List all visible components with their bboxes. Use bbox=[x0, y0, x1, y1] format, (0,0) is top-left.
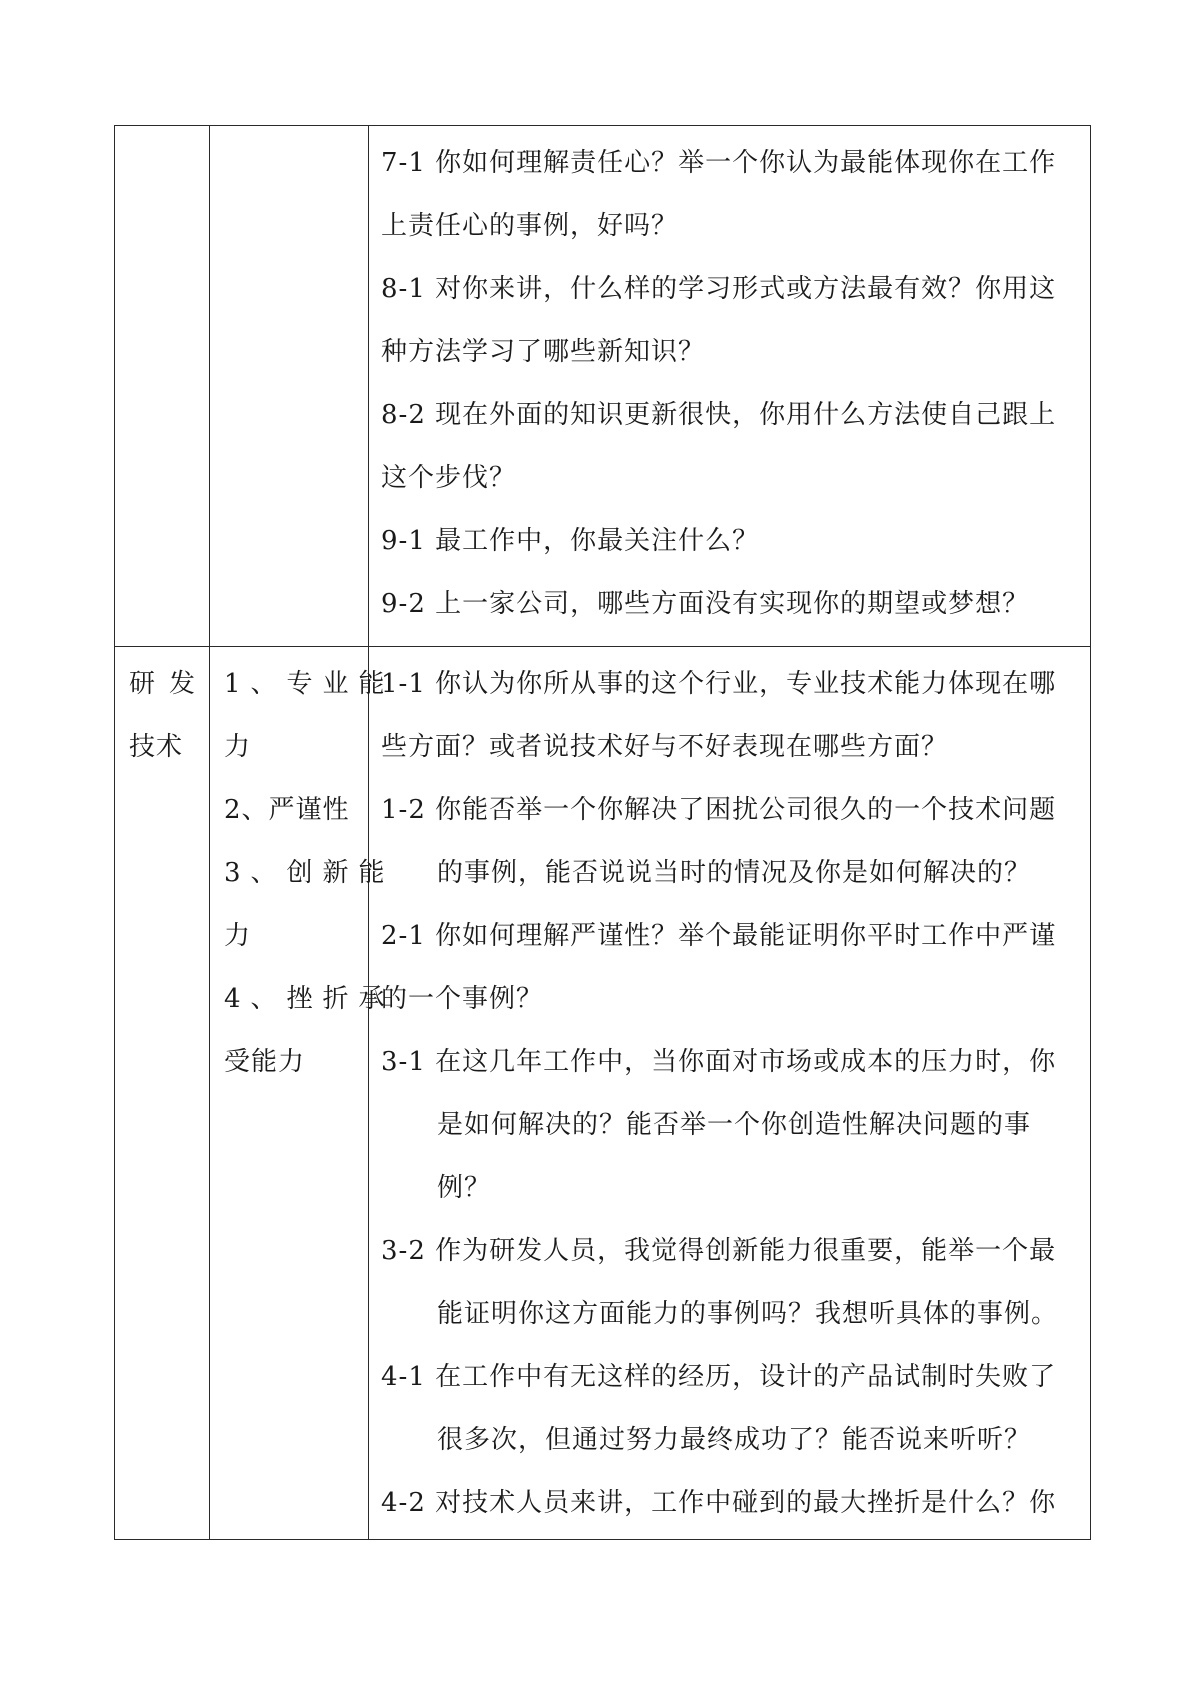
question-item bbox=[381, 779, 1080, 905]
questions-cell bbox=[369, 126, 1091, 647]
question-text-line: 能证明你这方面能力的事例吗？我想听具体的事例。 bbox=[437, 1299, 1059, 1329]
competency-item: 力 bbox=[224, 921, 252, 951]
category-cell bbox=[115, 647, 210, 1540]
question-item bbox=[381, 1472, 1080, 1535]
question-item bbox=[381, 573, 1080, 636]
question-text-line: 8-1 对你来讲，什么样的学习形式或方法最有效？你用这 bbox=[381, 274, 1057, 304]
question-item bbox=[381, 258, 1080, 384]
question-item bbox=[381, 905, 1080, 1031]
question-text-line: 种方法学习了哪些新知识？ bbox=[381, 337, 706, 367]
question-text-line: 上责任心的事例，好吗？ bbox=[381, 211, 679, 241]
table-row bbox=[115, 647, 1091, 1540]
question-text-line: 很多次，但通过努力最终成功了？能否说来听听？ bbox=[437, 1425, 1032, 1455]
question-item bbox=[381, 1220, 1080, 1346]
category-cell bbox=[115, 126, 210, 647]
question-text-line: 2-1 你如何理解严谨性？举个最能证明你平时工作中严谨 bbox=[381, 921, 1057, 951]
question-text-line: 9-1 最工作中，你最关注什么？ bbox=[381, 526, 760, 556]
question-text-line: 1-1 你认为你所从事的这个行业，专业技术能力体现在哪 bbox=[381, 669, 1057, 699]
category-label: 研发 bbox=[129, 669, 210, 699]
interview-question-table bbox=[114, 125, 1091, 1540]
competency-item: 受能力 bbox=[224, 1047, 306, 1077]
question-text-line: 3-1 在这几年工作中，当你面对市场或成本的压力时，你 bbox=[381, 1047, 1057, 1077]
question-text-line: 7-1 你如何理解责任心？举一个你认为最能体现你在工作 bbox=[381, 148, 1057, 178]
competency-item: 力 bbox=[224, 732, 252, 762]
competency-item: 3、创新能 bbox=[224, 858, 395, 888]
question-item bbox=[381, 132, 1080, 258]
category-label: 技术 bbox=[129, 732, 184, 762]
competency-item: 2、严谨性 bbox=[224, 795, 350, 825]
question-text-line: 4-2 对技术人员来讲，工作中碰到的最大挫折是什么？你 bbox=[381, 1488, 1057, 1518]
question-text-line: 的一个事例？ bbox=[381, 984, 544, 1014]
question-item bbox=[381, 510, 1080, 573]
question-item bbox=[381, 653, 1080, 779]
question-item bbox=[381, 384, 1080, 510]
question-text-line: 4-1 在工作中有无这样的经历，设计的产品试制时失败了 bbox=[381, 1362, 1057, 1392]
question-text-line: 这个步伐？ bbox=[381, 463, 517, 493]
question-item bbox=[381, 1346, 1080, 1472]
competency-cell bbox=[210, 126, 369, 647]
question-text-line: 的事例，能否说说当时的情况及你是如何解决的？ bbox=[437, 858, 1032, 888]
table-row bbox=[115, 126, 1091, 647]
competency-item: 1、专业能 bbox=[224, 669, 395, 699]
competency-cell bbox=[210, 647, 395, 1540]
question-text-line: 3-2 作为研发人员，我觉得创新能力很重要，能举一个最 bbox=[381, 1236, 1057, 1266]
question-text-line: 些方面？或者说技术好与不好表现在哪些方面？ bbox=[381, 732, 949, 762]
competency-item: 4、挫折承 bbox=[224, 984, 395, 1014]
question-text-line: 1-2 你能否举一个你解决了困扰公司很久的一个技术问题 bbox=[381, 795, 1057, 825]
question-text-line: 8-2 现在外面的知识更新很快，你用什么方法使自己跟上 bbox=[381, 400, 1057, 430]
question-text-line: 例？ bbox=[437, 1173, 492, 1203]
question-item bbox=[381, 1031, 1080, 1220]
question-text-line: 是如何解决的？能否举一个你创造性解决问题的事 bbox=[437, 1110, 1032, 1140]
question-text-line: 9-2 上一家公司，哪些方面没有实现你的期望或梦想？ bbox=[381, 589, 1030, 619]
questions-cell bbox=[369, 647, 1091, 1540]
